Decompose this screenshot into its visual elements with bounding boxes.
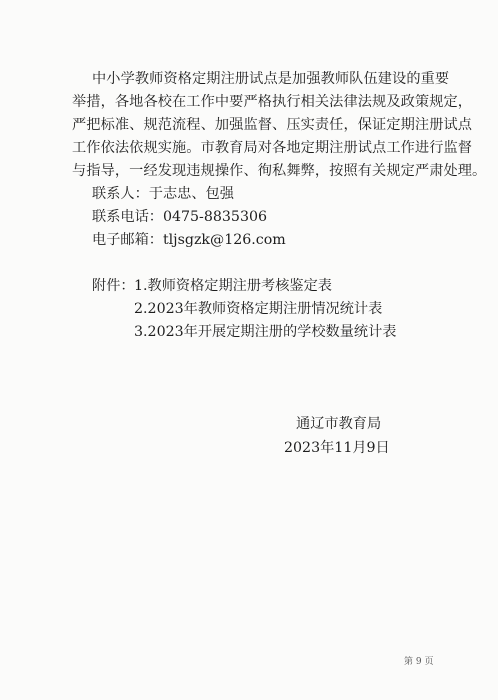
contact-phone: 联系电话：0475-8835306 [92,209,268,225]
body-line-3: 严把标准、规范流程、加强监督、压实责任，保证定期注册试点 [72,117,473,133]
attachment-item-1: 1.教师资格定期注册考核鉴定表 [134,278,332,294]
body-line-1: 中小学教师资格定期注册试点是加强教师队伍建设的重要 [92,71,450,87]
contact-people: 联系人：于志忠、包强 [92,186,234,202]
attachments-label: 附件： [92,278,135,294]
signature-organization: 通辽市教育局 [296,416,382,432]
signature-date: 2023年11月9日 [284,440,390,456]
body-line-2: 举措，各地各校在工作中要严格执行相关法律法规及政策规定， [72,94,473,110]
attachment-item-2: 2.2023年教师资格定期注册情况统计表 [134,301,383,317]
page-number: 第 9 页 [404,657,434,667]
contact-email: 电子邮箱：tljsgzk@126.com [92,232,286,248]
body-line-4: 工作依法依规实施。市教育局对各地定期注册试点工作进行监督 [72,140,473,156]
body-line-5: 与指导，一经发现违规操作、徇私舞弊，按照有关规定严肃处理。 [72,163,487,179]
attachment-item-3: 3.2023年开展定期注册的学校数量统计表 [134,324,397,340]
